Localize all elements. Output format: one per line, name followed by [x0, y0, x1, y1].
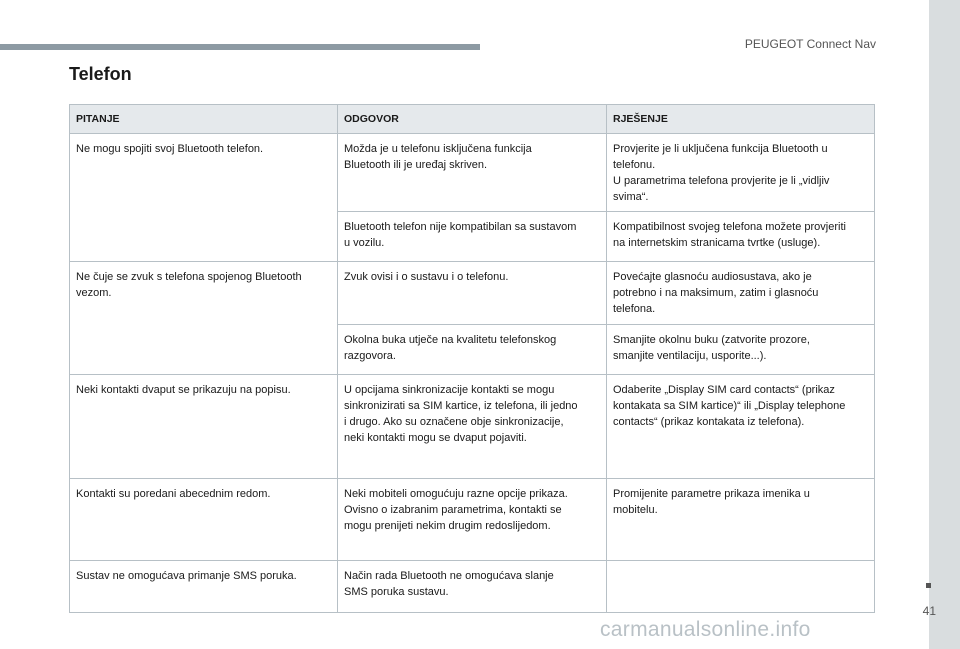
table-row	[70, 561, 875, 613]
solution-cell: Odaberite „Display SIM card contacts“ (prikaz kontakata sa SIM kartice)“ ili „Display telephone contacts“ (prikaz kontakata iz telefona).	[607, 375, 875, 479]
answer-cell: Neki mobiteli omogućuju razne opcije prikaza. Ovisno o izabranim parametrima, kontakti se mogu prenijeti nekim drugim redoslijedom.	[338, 479, 607, 561]
answer-cell: Način rada Bluetooth ne omogućava slanje SMS poruka sustavu.	[338, 561, 607, 613]
troubleshooting-table	[69, 104, 875, 613]
page-marker-dot	[926, 583, 931, 588]
solution-cell: Kompatibilnost svojeg telefona možete provjeriti na internetskim stranicama tvrtke (usluge).	[607, 212, 875, 262]
column-header-solution: RJEŠENJE	[607, 105, 875, 134]
question-cell: Kontakti su poredani abecednim redom.	[70, 479, 338, 561]
solution-cell	[607, 561, 875, 613]
page-edge-tab	[929, 0, 960, 649]
answer-cell: Okolna buka utječe na kvalitetu telefonskog razgovora.	[338, 325, 607, 375]
table-row	[70, 375, 875, 479]
answer-cell: Bluetooth telefon nije kompatibilan sa sustavom u vozilu.	[338, 212, 607, 262]
answer-cell: U opcijama sinkronizacije kontakti se mogu sinkronizirati sa SIM kartice, iz telefona, ili jedno i drugo. Ako su označene obje sinkronizacije, neki kontakti mogu se dvaput pojaviti.	[338, 375, 607, 479]
answer-cell: Zvuk ovisi i o sustavu i o telefonu.	[338, 262, 607, 325]
table-row	[70, 479, 875, 561]
header-rule	[0, 44, 480, 50]
column-header-answer: ODGOVOR	[338, 105, 607, 134]
page-title: Telefon	[69, 64, 132, 84]
solution-cell: Smanjite okolnu buku (zatvorite prozore, smanjite ventilaciju, usporite...).	[607, 325, 875, 375]
watermark: carmanualsonline.info	[600, 618, 811, 641]
running-header: PEUGEOT Connect Nav	[744, 37, 876, 51]
solution-cell: Povećajte glasnoću audiosustava, ako je potrebno i na maksimum, zatim i glasnoću telefona.	[607, 262, 875, 325]
table-row	[70, 262, 875, 325]
solution-cell: Provjerite je li uključena funkcija Bluetooth u telefonu. U parametrima telefona provjerite je li „vidljiv svima“.	[607, 134, 875, 212]
question-cell: Ne čuje se zvuk s telefona spojenog Bluetooth vezom.	[70, 262, 338, 375]
question-cell: Sustav ne omogućava primanje SMS poruka.	[70, 561, 338, 613]
table-header-row	[70, 105, 875, 134]
table-row	[70, 134, 875, 212]
column-header-question: PITANJE	[70, 105, 338, 134]
question-cell: Neki kontakti dvaput se prikazuju na popisu.	[70, 375, 338, 479]
solution-cell: Promijenite parametre prikaza imenika u mobitelu.	[607, 479, 875, 561]
answer-cell: Možda je u telefonu isključena funkcija Bluetooth ili je uređaj skriven.	[338, 134, 607, 212]
page-number: 41	[922, 604, 936, 618]
question-cell: Ne mogu spojiti svoj Bluetooth telefon.	[70, 134, 338, 262]
